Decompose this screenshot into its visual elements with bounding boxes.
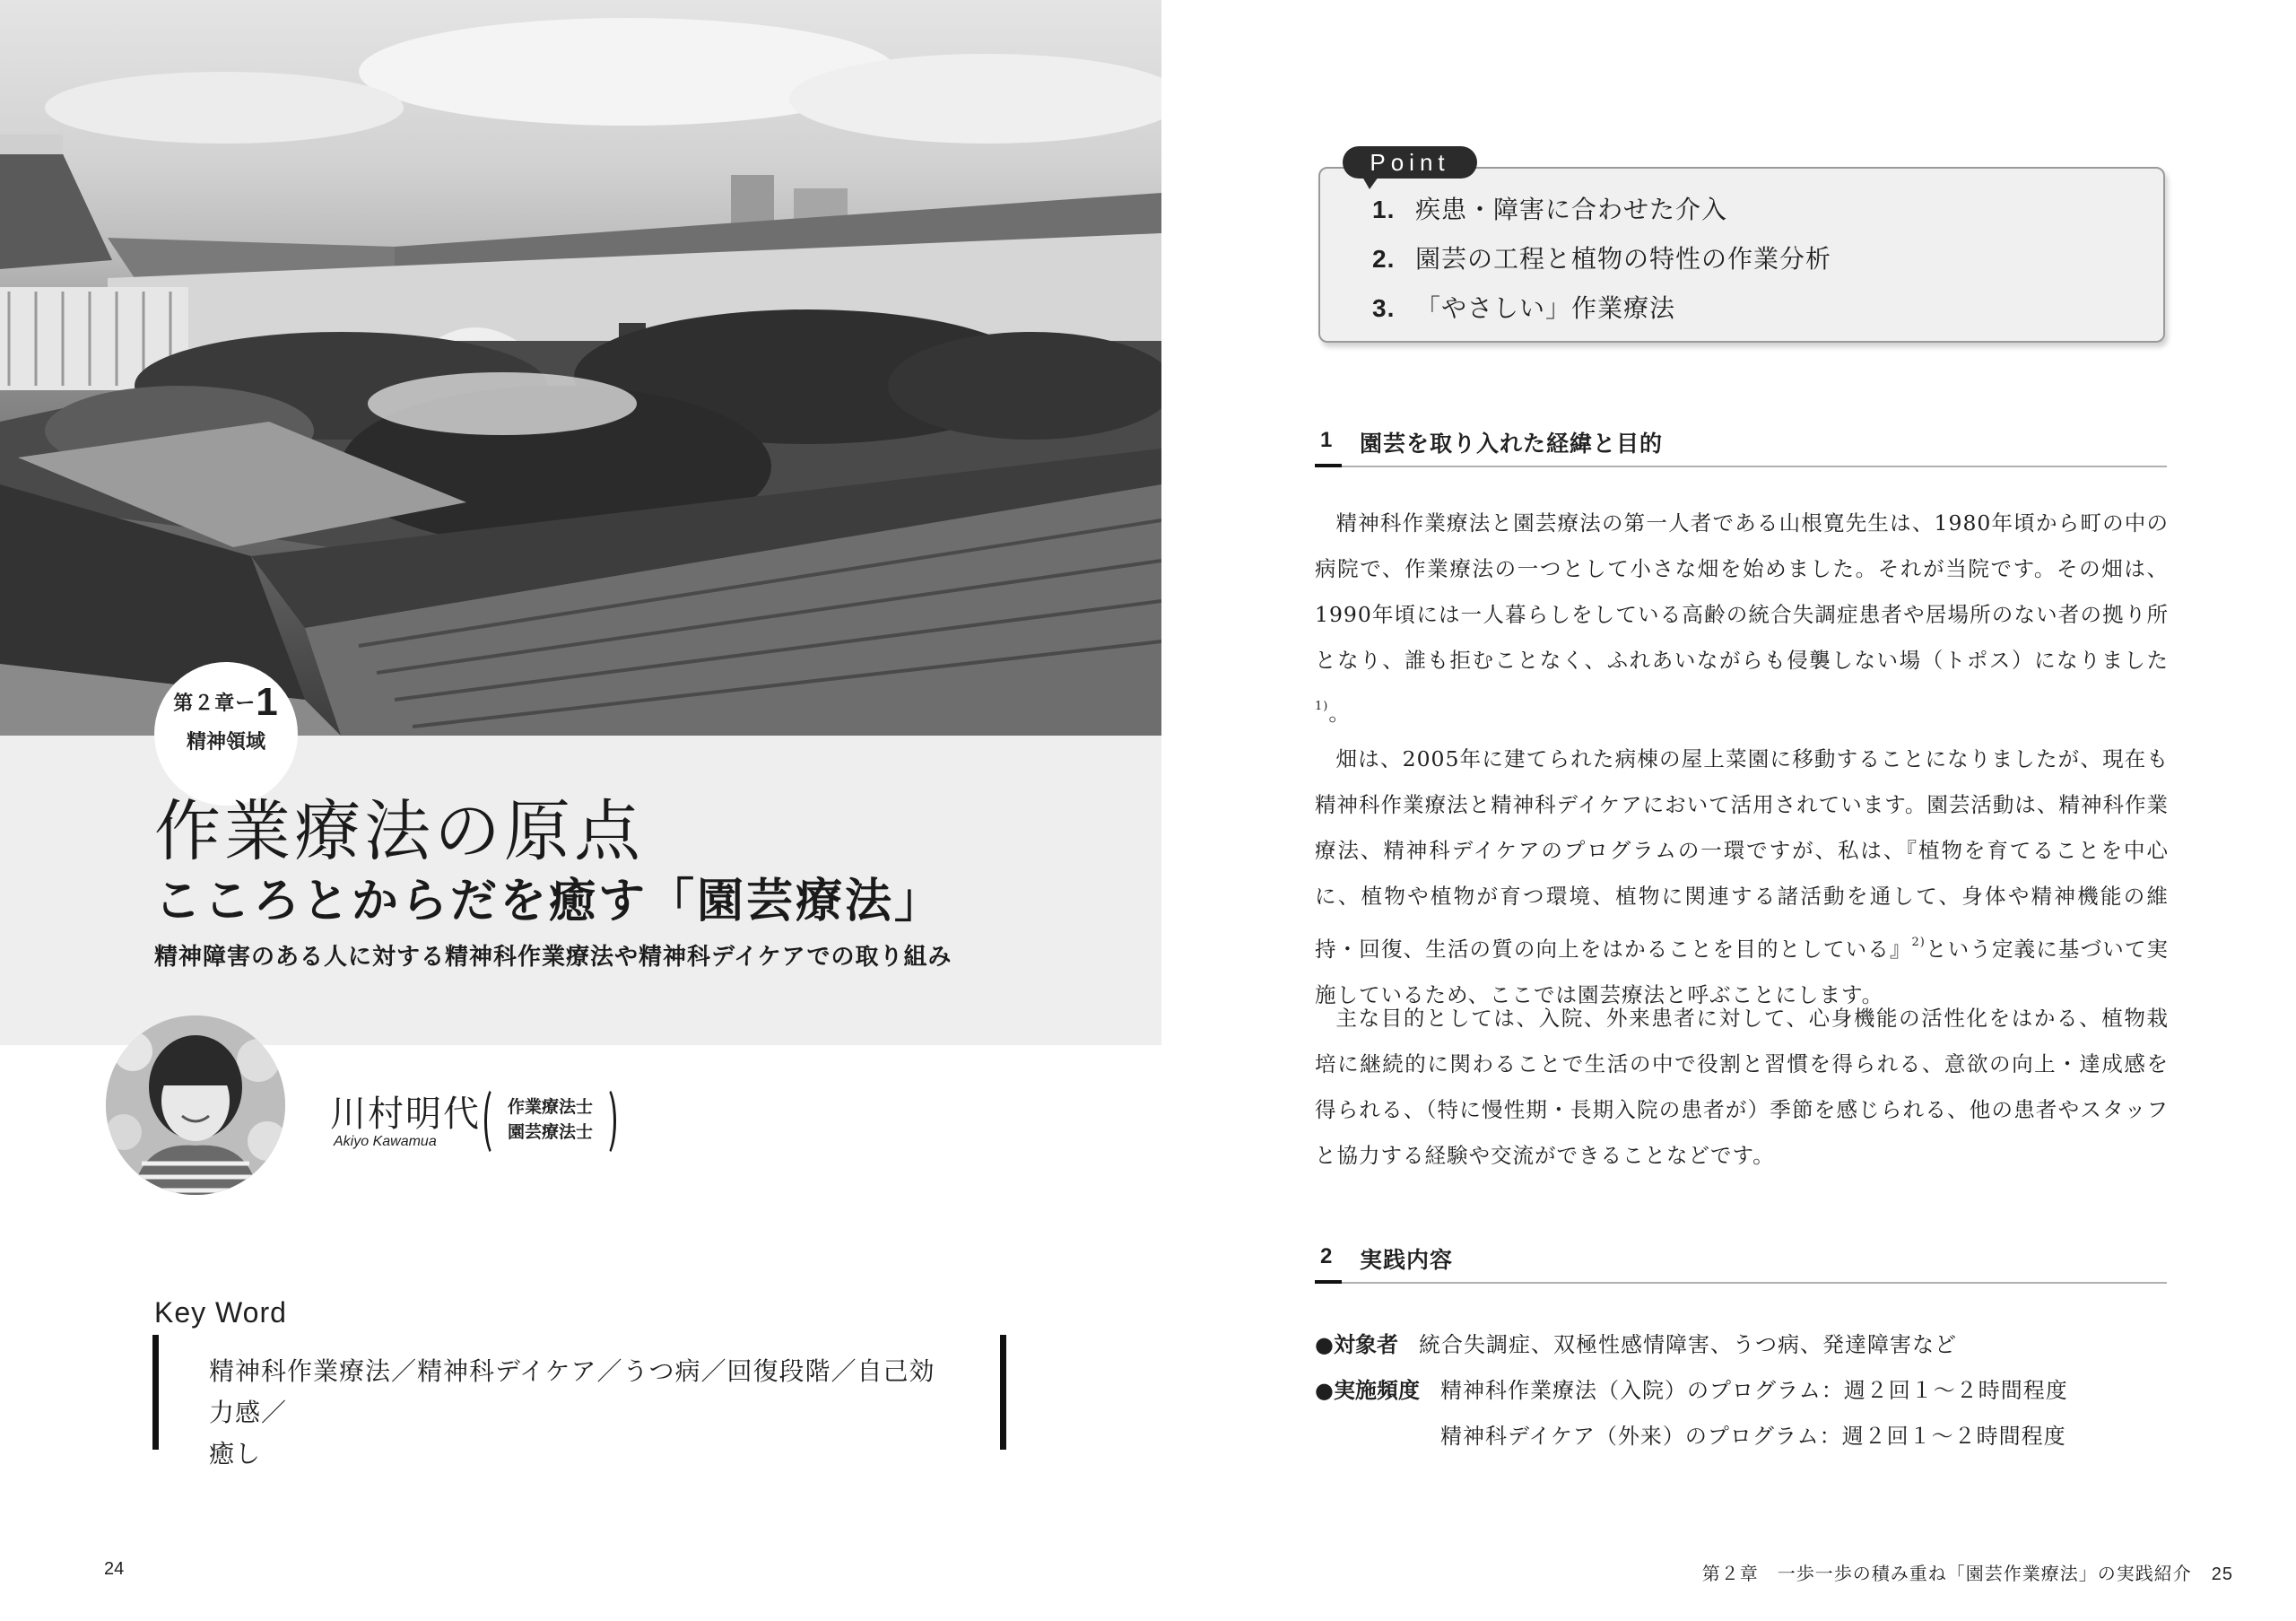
page-number-right: 25 — [2211, 1564, 2233, 1584]
point-item: 2. 園芸の工程と植物の特性の作業分析 — [1372, 244, 1832, 274]
section1-body-2 — [1315, 996, 2169, 1179]
author-portrait — [106, 1015, 285, 1195]
rooftop-garden-photo — [0, 0, 1161, 736]
lead-text: 精神障害のある人に対する精神科作業療法や精神科デイケアでの取り組み — [154, 944, 952, 971]
frequency-value: 精神科作業療法（入院）のプログラム：週２回１～２時間程度 — [1440, 1378, 2068, 1403]
paragraph: 精神科作業療法と園芸療法の第一人者である山根寛先生は、1980年頃から町の中の病院で、作業療法の一つとして小さな畑を始めました。それが当院です。その畑は、1990年頃には一人暮らしをしている高齢の統合失調症患者や居場所のない者の拠り所となり、誰も拒むことなく、ふれあいながらも侵襲しない場（トポス）になりました$^{1)}$。 — [1315, 510, 2169, 726]
target-value: 統合失調症、双極性感情障害、うつ病、発達障害など — [1419, 1332, 1957, 1357]
running-title: 第２章 一歩一歩の積み重ね「園芸作業療法」の実践紹介 — [1701, 1563, 2192, 1584]
running-footer — [1702, 1559, 2233, 1585]
practice-row — [1315, 1414, 2068, 1460]
practice-row — [1315, 1322, 2068, 1368]
author-role: 園芸療法士 — [508, 1122, 594, 1142]
section-number: 2 — [1320, 1244, 1333, 1268]
section1-body — [1315, 501, 2169, 1018]
point-item: 3. 「やさしい」作業療法 — [1372, 293, 1676, 323]
page-subtitle: こころとからだを癒す「園芸療法」 — [154, 875, 944, 928]
point-list — [1372, 190, 1831, 338]
practice-details — [1315, 1322, 2068, 1460]
author-name-roman: Akiyo Kawamua — [334, 1134, 437, 1149]
page-title: 作業療法の原点 — [154, 793, 644, 870]
paren-right-icon — [595, 1085, 616, 1157]
target-label: ●対象者 — [1315, 1332, 1398, 1357]
frequency-label: ●実施頻度 — [1315, 1378, 1420, 1403]
chapter-label: 第２章ー1 — [173, 680, 279, 724]
page-number-left: 24 — [104, 1559, 125, 1579]
paragraph: 主な目的としては、入院、外来患者に対して、心身機能の活性化をはかる、植物栽培に継続的に関わることで生活の中で役割と習慣を得られる、意欲の向上・達成感を得られる、（特に慢性期・長期入院の患者が）季節を感じられる、他の患者やスタッフと協力する経験や交流ができることなどです。 — [1315, 1006, 2169, 1168]
point-item: 1. 疾患・障害に合わせた介入 — [1372, 195, 1728, 224]
paragraph: 畑は、2005年に建てられた病棟の屋上菜園に移動することになりましたが、現在も精神科作業療法と精神科デイケアにおいて活用されています。園芸活動は、精神科作業療法、精神科デイケアのプログラムの一環ですが、私は、『植物を育てることを中心に、植物や植物が育つ環境、植物に関連する諸活動を通して、身体や精神機能の維持・回復、生活の質の向上をはかることを目的としている』$^{2)}$という定義に基づいて実施しているため、ここでは園芸療法と呼ぶことにします。 — [1315, 746, 2170, 1007]
heading-underline-icon — [1315, 464, 1342, 467]
point-tag: Point — [1343, 146, 1477, 179]
keyword-label: Key Word — [154, 1296, 287, 1329]
footnote-ref: 1) — [1315, 700, 1329, 713]
author-roles — [484, 1087, 616, 1154]
keyword-box — [152, 1335, 1006, 1468]
section-heading-2 — [1315, 1242, 2167, 1284]
keyword-line: 癒し — [209, 1439, 262, 1468]
chapter-domain: 精神領域 — [186, 731, 265, 754]
paren-left-icon — [484, 1085, 506, 1157]
chapter-number: 1 — [256, 680, 279, 724]
practice-row — [1315, 1368, 2068, 1414]
footnote-ref: 2) — [1911, 936, 1926, 949]
section-title: 実践内容 — [1360, 1247, 1454, 1273]
author-role: 作業療法士 — [508, 1097, 594, 1117]
frequency-value: 精神科デイケア（外来）のプログラム：週２回１～２時間程度 — [1440, 1424, 2066, 1449]
section-heading-1 — [1315, 426, 2167, 467]
section-number: 1 — [1320, 428, 1333, 452]
author-name: 川村明代 — [330, 1094, 481, 1135]
keyword-line: 精神科作業療法／精神科デイケア／うつ病／回復段階／自己効力感／ — [209, 1356, 935, 1427]
section-title: 園芸を取り入れた経緯と目的 — [1360, 431, 1664, 457]
heading-underline-icon — [1315, 1280, 1342, 1284]
